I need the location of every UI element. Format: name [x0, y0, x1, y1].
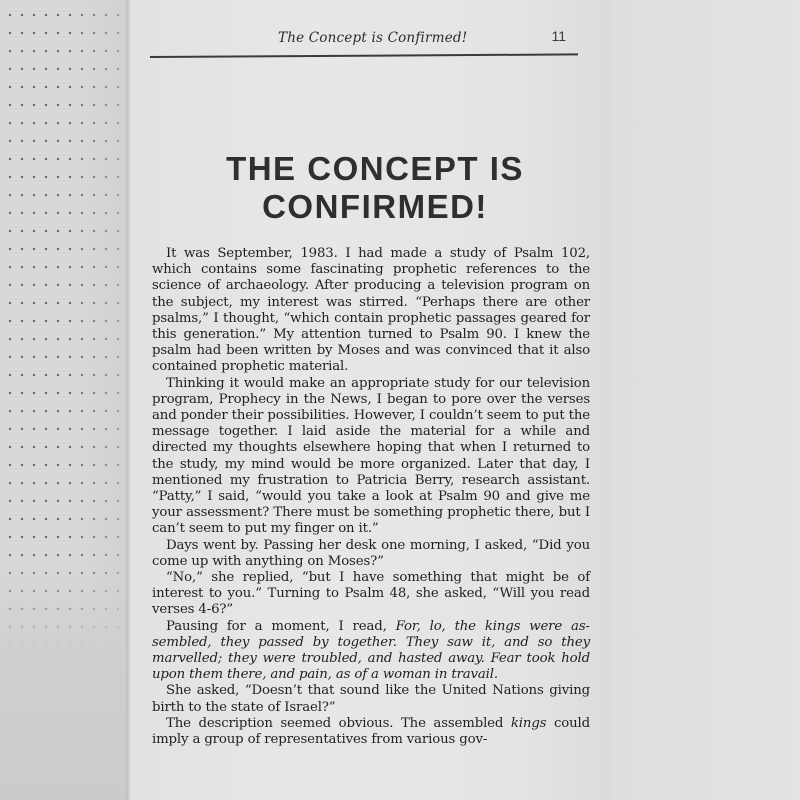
text-run: could imply a group of representatives from various gov- — [152, 715, 591, 748]
italic-run: For, lo, the kings were assembled, they passed by together. They saw it, and so they marvelled; they were troubled, and hasted away. Fear took hold upon them there, and pain, as of a woman in travail. — [152, 618, 591, 683]
text-run: It was September, 1983. I had made a study of Psalm 102, which contains some fascinating prophetic references to the science of archaeology. After producing a television program on the subject, my interest was stirred. “Perhaps there are other psalms,” I thought, “which contain prophetic passages geared for this generation.” My attention turned to Psalm 90. I knew the psalm had been written by Moses and was convinced that it also contained prophetic material. — [152, 246, 590, 375]
paragraph — [152, 683, 590, 715]
chapter-title — [150, 150, 600, 226]
text-run: The description seemed obvious. The assembled — [166, 715, 511, 731]
text-run: She asked, “Doesn’t that sound like the United Nations giving birth to the state of Israel?” — [152, 683, 590, 715]
background-surface — [612, 0, 800, 800]
paragraph — [152, 376, 590, 538]
chapter-title-line-1: THE CONCEPT IS — [226, 150, 524, 187]
text-run: Pausing for a moment, I read, — [166, 618, 396, 634]
paragraph — [152, 716, 590, 748]
italic-run: kings — [510, 715, 547, 731]
chapter-title-line-2: CONFIRMED! — [262, 188, 488, 225]
running-head-title: The Concept is Confirmed! — [278, 30, 468, 46]
facing-page-shadow — [0, 560, 128, 800]
text-run: Thinking it would make an appropriate study for our television program, Prophecy in the News, I began to pore over the verses and ponder their possibilities. However, I couldn’t seem to put the message together. I laid aside the material for a while and directed my thoughts elsewhere hoping that when I returned to the study, my mind would be more organized. Later that day, I mentioned my frustration to Patricia Berry, research assistant. “Patty,” I said, “would you take a look at Psalm 90 and give me your assessment? There must be something prophetic there, but I can’t seem to put my finger on it.” — [152, 375, 590, 537]
page-number: 11 — [551, 28, 566, 44]
paragraph — [152, 570, 590, 619]
paragraph — [152, 246, 590, 376]
body-text — [152, 246, 590, 748]
text-run: “No,” she replied, “but I have something that might be of interest to you.” Turning to Psalm 48, she asked, “Will you read verses 4-6?” — [152, 570, 590, 618]
paragraph — [152, 538, 590, 570]
paragraph — [152, 619, 590, 684]
running-head — [150, 26, 570, 56]
text-run: Days went by. Passing her desk one morning, I asked, “Did you come up with anything on Moses?” — [152, 537, 590, 569]
